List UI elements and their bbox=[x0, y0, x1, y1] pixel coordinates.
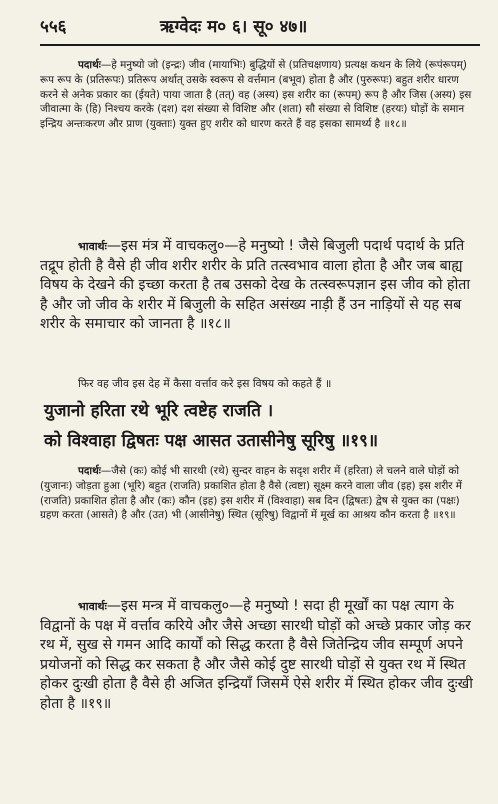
padartha-text: —जैसे (कः) कोई भी सारथी (रथे) सुन्दर वाहन के सदृश शरीर में (हरिता) ले चलने वाले घोड़ों को (युजानः) जोड़ता हुआ (भूरि) बहुत (राजति) प्रकाशित होता है वैसे (त्वष्टा) सूक्ष्म करने वाला जीव (इह) इस शरीर में (राजति) प्रकाशित होता है और (कः) कौन (इह) इस शरीर में (विश्वाहा) सब दिन (द्विषतः) द्वेष से युक्त का (पक्षः) ग्रहण करता (आसते) है और (उत) भी (आसीनेषु) स्थित (सूरिषु) विद्वानों में मूर्ख का आश्रय कौन करता है ॥१९॥ bbox=[40, 465, 463, 522]
mantra-line-1: युजानो हरिता रथे भूरि त्वष्टेह राजति । bbox=[44, 401, 274, 421]
padartha-label: पदार्थः bbox=[78, 465, 101, 477]
page-header bbox=[40, 10, 480, 40]
running-title: ऋग्वेदः म० ६। सू० ४७॥ bbox=[160, 16, 308, 37]
bhavartha-text: —इस मंत्र में वाचकलु०—हे मनुष्यो ! जैसे बिजुली पदार्थ पदार्थ के प्रति तद्रूप होती है वैसे ही जीव शरीर शरीर के प्रति तत्स्वभाव वाला होता है और जब बाह्य विषय के देखने की इच्छा करता है तब उसको देख के तत्स्वरूपज्ञान इस जीव को होता है और जो जीव के शरीर में बिजुली के सहित असंख्य नाड़ी हैं उन नाड़ियों से यह सब शरीर के समाचार को जानता है ॥१८॥ bbox=[40, 238, 471, 333]
bhavartha-label: भावार्थः bbox=[78, 240, 107, 253]
bhavartha-paragraph-18 bbox=[40, 237, 480, 335]
padartha-paragraph-19 bbox=[40, 464, 480, 523]
topic-intro: फिर वह जीव इस देह में कैसा वर्त्ताव करे इस विषय को कहते हैं ॥ bbox=[78, 377, 332, 390]
mantra-line-2: को विश्वाहा द्विषतः पक्ष आसत उतासीनेषु सूरिषु ॥१९॥ bbox=[44, 431, 379, 451]
bhavartha-paragraph-19 bbox=[40, 597, 480, 715]
padartha-paragraph-18 bbox=[40, 58, 480, 132]
padartha-text: —हे मनुष्यो जो (इन्द्रः) जीव (मायाभिः) बुद्धियों से (प्रतिचक्षणाय) प्रत्यक्ष कथन के लिये (रूपंरूपम्) रूप रूप के (प्रतिरूपः) प्रतिरूप अर्थात् उसके स्वरूप से वर्त्तमान (बभूव) होता है और (पुरुरूपः) बहुत शरीर धारण करने से अनेक प्रकार का (ईयते) पाया जाता है (तत्) वह (अस्य) इस शरीर का (रूपम्) रूप है और जिस (अस्य) इस जीवात्मा के (हि) निश्चय करके (दश) दश संख्या से विशिष्ट और (शता) सौ संख्या से विशिष्ट (हरयः) घोड़ों के समान इन्द्रिय अन्तःकरण और प्राण (युक्ताः) युक्त हुए शरीर को धारण करते हैं वह इसका सामर्थ्य है ॥१८॥ bbox=[40, 59, 472, 131]
padartha-label: पदार्थः bbox=[78, 59, 101, 71]
bhavartha-label: भावार्थः bbox=[78, 600, 107, 613]
header-rule bbox=[40, 44, 480, 46]
page-number: ५५६ bbox=[40, 16, 67, 37]
bhavartha-text: —इस मन्त्र में वाचकलु०—हे मनुष्यो ! सदा ही मूर्खों का पक्ष त्याग के विद्वानों के पक्ष में वर्त्ताव करिये और जैसे अच्छा सारथी घोड़ों को अच्छे प्रकार जोड़ कर रथ में, सुख से गमन आदि कार्यों को सिद्ध करता है वैसे जितेन्द्रिय जीव सम्पूर्ण अपने प्रयोजनों को सिद्ध कर सकता है और जैसे कोई दुष्ट सारथी घोड़ों से युक्त रथ में स्थित होकर दुःखी होता है वैसे ही अजित इन्द्रियाँ जिसमें ऐसे शरीर में स्थित होकर जीव दुःखी होता है ॥१९॥ bbox=[40, 598, 473, 712]
